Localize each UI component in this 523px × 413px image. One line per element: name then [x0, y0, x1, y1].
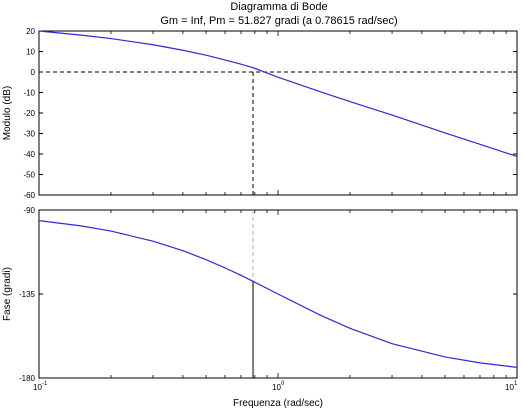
- mag-ytick-label: -40: [23, 150, 35, 159]
- magnitude-plot-area: [39, 31, 517, 195]
- chart-subtitle: Gm = Inf, Pm = 51.827 gradi (a 0.78615 rad/sec): [160, 15, 398, 27]
- x-tick-base: 10: [272, 383, 281, 392]
- phase-y-axis-label: Fase (gradi): [2, 267, 13, 321]
- mag-ytick-label: -50: [23, 170, 35, 180]
- mag-ytick-label: -20: [23, 109, 35, 118]
- phase-panel: [19, 206, 517, 383]
- x-tick-base: 10: [505, 383, 514, 392]
- mag-ytick-label: 20: [26, 27, 35, 36]
- magnitude-panel: [23, 27, 517, 200]
- x-tick-label: [33, 381, 48, 392]
- x-tick-exponent: 1: [514, 381, 518, 387]
- magnitude-y-axis-label: Modulo (dB): [2, 85, 13, 141]
- mag-ytick-label: -60: [23, 191, 35, 200]
- x-tick-exponent: -1: [42, 381, 48, 387]
- x-tick-labels: [33, 381, 518, 392]
- mag-ytick-label: 10: [26, 47, 35, 57]
- x-tick-exponent: 0: [281, 381, 285, 387]
- mag-ytick-label: -10: [23, 88, 35, 98]
- phase-ytick-label: -180: [18, 374, 35, 383]
- x-tick-base: 10: [33, 383, 42, 392]
- mag-ytick-label: -30: [23, 129, 35, 139]
- phase-ytick-label: -90: [23, 206, 35, 215]
- phase-ytick-label: -135: [18, 290, 35, 299]
- chart-title: Diagramma di Bode: [230, 1, 328, 13]
- x-tick-label: [505, 381, 518, 392]
- x-tick-label: [272, 381, 285, 392]
- mag-ytick-label: 0: [30, 68, 35, 77]
- x-axis-label: Frequenza (rad/sec): [232, 398, 324, 409]
